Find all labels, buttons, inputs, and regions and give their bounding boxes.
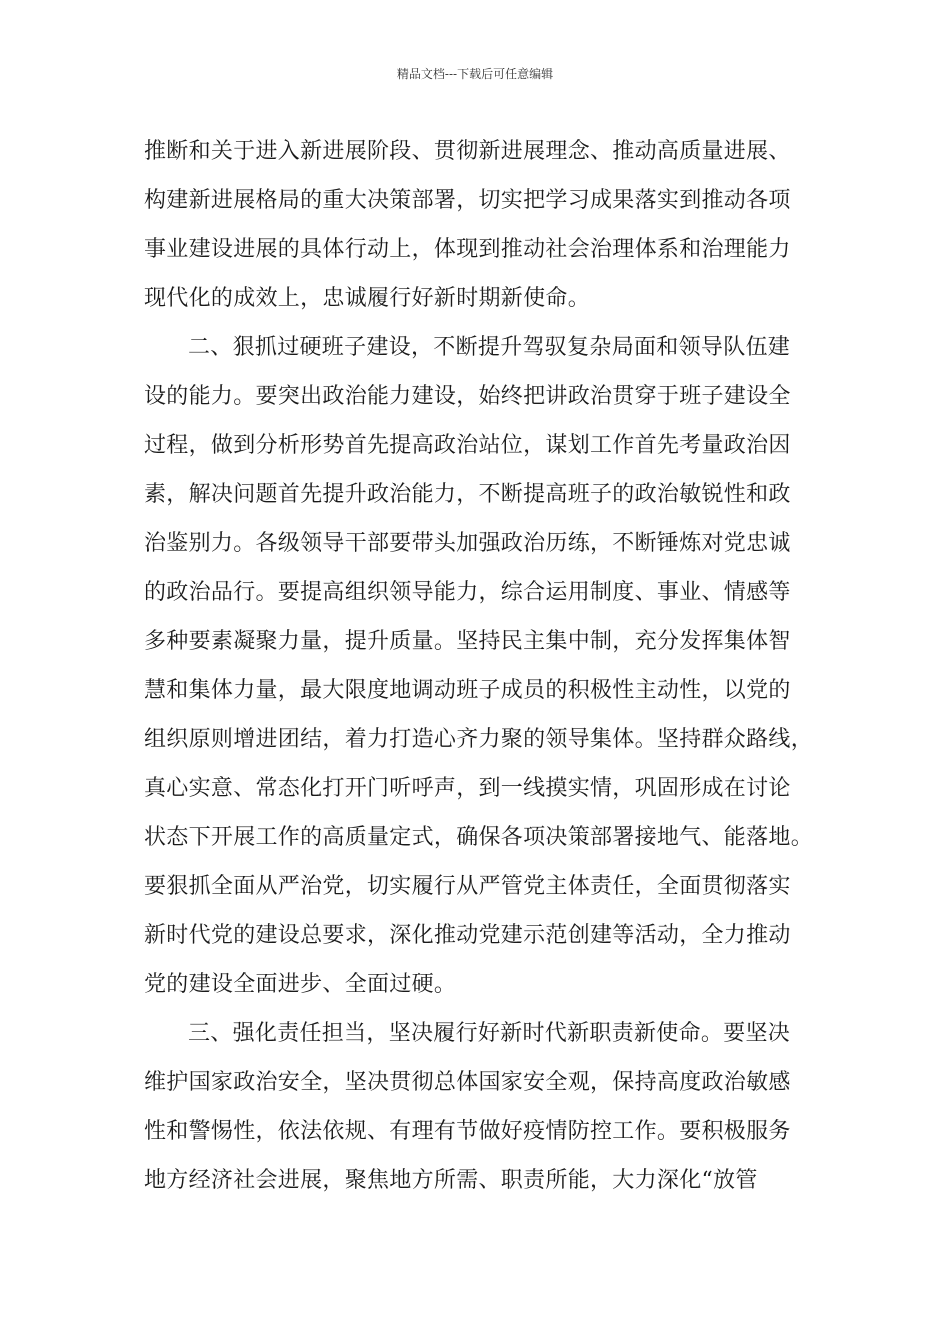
text-line: 性和警惕性，依法依规、有理有节做好疫情防控工作。要积极服务 <box>144 1119 791 1144</box>
text-line: 维护国家政治安全，坚决贯彻总体国家安全观，保持高度政治敏感 <box>144 1070 791 1095</box>
text-line: 地方经济社会进展，聚焦地方所需、职责所能，大力深化“放管 <box>144 1168 758 1193</box>
page-header: 精品文档---下载后可任意编辑 <box>396 67 554 81</box>
text-line: 真心实意、常态化打开门听呼声，到一线摸实情，巩固形成在讨论 <box>144 776 791 801</box>
text-line: 设的能力。要突出政治能力建设，始终把讲政治贯穿于班子建设全 <box>144 384 791 409</box>
text-line: 过程，做到分析形势首先提高政治站位，谋划工作首先考量政治因 <box>144 433 791 458</box>
text-line: 多种要素凝聚力量，提升质量。坚持民主集中制，充分发挥集体智 <box>144 629 791 654</box>
text-line: 素，解决问题首先提升政治能力，不断提高班子的政治敏锐性和政 <box>144 482 791 507</box>
text-line: 构建新进展格局的重大决策部署，切实把学习成果落实到推动各项 <box>144 188 791 213</box>
text-line: 组织原则增进团结，着力打造心齐力聚的领导集体。坚持群众路线， <box>144 727 814 752</box>
text-line: 状态下开展工作的高质量定式，确保各项决策部署接地气、能落地。 <box>144 825 814 850</box>
text-line: 党的建设全面进步、全面过硬。 <box>144 972 457 997</box>
text-line: 现代化的成效上，忠诚履行好新时期新使命。 <box>144 286 591 311</box>
text-line: 事业建设进展的具体行动上，体现到推动社会治理体系和治理能力 <box>144 237 791 262</box>
text-line: 慧和集体力量，最大限度地调动班子成员的积极性主动性，以党的 <box>144 678 791 703</box>
text-line: 的政治品行。要提高组织领导能力，综合运用制度、事业、情感等 <box>144 580 791 605</box>
text-line: 治鉴别力。各级领导干部要带头加强政治历练，不断锤炼对党忠诚 <box>144 531 791 556</box>
text-line: 要狠抓全面从严治党，切实履行从严管党主体责任，全面贯彻落实 <box>144 874 791 899</box>
paragraph-heading-3: 三、强化责任担当，坚决履行好新时代新职责新使命。要坚决 <box>188 1021 791 1046</box>
document-body <box>144 127 844 1205</box>
text-line: 新时代党的建设总要求，深化推动党建示范创建等活动，全力推动 <box>144 923 791 948</box>
text-line: 推断和关于进入新进展阶段、贯彻新进展理念、推动高质量进展、 <box>144 139 791 164</box>
paragraph-heading-2: 二、狠抓过硬班子建设，不断提升驾驭复杂局面和领导队伍建 <box>188 335 791 360</box>
